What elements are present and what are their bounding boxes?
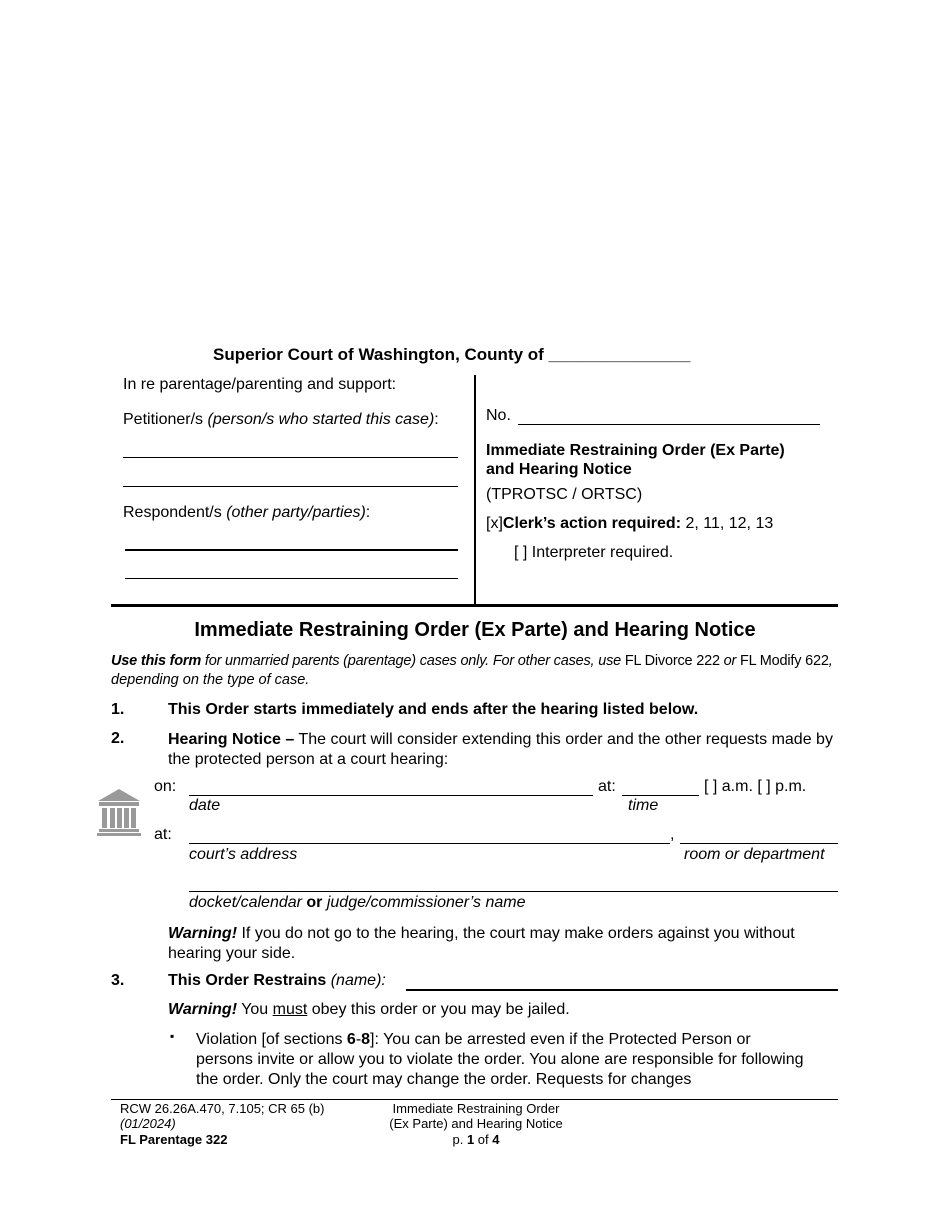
at-time-label: at: — [598, 778, 616, 795]
warning-obey: Warning! You must obey this order or you may be jailed. — [168, 1001, 570, 1018]
hearing-date-field[interactable] — [189, 795, 593, 796]
petitioner-label: Petitioner/s (person/s who started this case): — [123, 411, 439, 428]
use-form-line2: depending on the type of case. — [111, 672, 310, 688]
page-title: Immediate Restraining Order (Ex Parte) and Hearing Notice — [194, 619, 756, 641]
caption-divider — [474, 375, 476, 605]
time-caption: time — [628, 797, 659, 814]
on-label: on: — [154, 778, 177, 795]
respondent-line-2[interactable] — [125, 578, 458, 579]
room-field[interactable] — [680, 843, 838, 844]
address-caption: court’s address — [189, 846, 298, 863]
footer-center-line2: (Ex Parte) and Hearing Notice — [389, 1116, 563, 1131]
footer-date: (01/2024) — [120, 1116, 176, 1131]
in-re-label: In re parentage/parenting and support: — [123, 376, 397, 393]
court-title: Superior Court of Washington, County of _______________ — [213, 345, 691, 364]
am-pm-checkboxes[interactable]: [ ] a.m. [ ] p.m. — [704, 778, 807, 795]
court-address-field[interactable] — [189, 843, 670, 844]
case-number-field[interactable] — [518, 424, 820, 425]
respondent-line-1[interactable] — [125, 549, 458, 551]
case-number-label: No. — [486, 407, 511, 424]
courthouse-icon — [96, 787, 142, 837]
footer-rcw: RCW 26.26A.470, 7.105; CR 65 (b) — [120, 1101, 325, 1116]
docket-field[interactable] — [189, 891, 838, 892]
doc-codes: (TPROTSC / ORTSC) — [486, 486, 643, 503]
footer-page-number: p. 1 of 4 — [452, 1132, 500, 1147]
interpreter-checkbox[interactable]: [ ] Interpreter required. — [514, 544, 674, 561]
warning-hearing: Warning! If you do not go to the hearing, the court may make orders against you without hearing your side. — [168, 925, 795, 962]
section-2-number: 2. — [111, 730, 125, 747]
footer-rule — [111, 1099, 838, 1100]
use-form-line1: Use this form for unmarried parents (parentage) cases only. For other cases, use FL Divorce 222 or FL Modify 622, — [111, 653, 833, 669]
respondent-label: Respondent/s (other party/parties): — [123, 504, 371, 521]
violation-text: Violation [of sections 6-8]: You can be arrested even if the Protected Person or persons invite or allow you to violate the order. You alone are responsible for following the order. Only the court may change the order. Requests for changes — [196, 1031, 804, 1088]
address-comma: , — [670, 826, 675, 843]
restrained-name-field[interactable] — [406, 989, 838, 991]
hearing-time-field[interactable] — [622, 795, 699, 796]
section-1-text: This Order starts immediately and ends after the hearing listed below. — [168, 701, 699, 718]
section-2-text: Hearing Notice – The court will consider extending this order and the other requests made by the protected person at a court hearing: — [168, 731, 833, 768]
section-3-number: 3. — [111, 972, 125, 989]
footer-center-line1: Immediate Restraining Order — [392, 1101, 560, 1116]
docket-caption: docket/calendar or judge/commissioner’s name — [189, 894, 526, 911]
petitioner-line-1[interactable] — [123, 457, 458, 458]
clerk-action: [x]Clerk’s action required: 2, 11, 12, 13 — [486, 515, 774, 532]
doc-title-line1: Immediate Restraining Order (Ex Parte) — [486, 442, 785, 459]
at-address-label: at: — [154, 826, 172, 843]
clerk-checkbox[interactable]: [x] — [486, 515, 503, 532]
footer-form-id: FL Parentage 322 — [120, 1132, 228, 1147]
section-3-label: This Order Restrains (name): — [168, 972, 386, 989]
date-caption: date — [189, 797, 221, 814]
doc-title-line2: and Hearing Notice — [486, 461, 632, 478]
section-1-number: 1. — [111, 701, 125, 718]
petitioner-line-2[interactable] — [123, 486, 458, 487]
room-caption: room or department — [684, 846, 825, 863]
bullet-marker: ▪ — [170, 1029, 175, 1043]
caption-rule — [111, 604, 838, 607]
